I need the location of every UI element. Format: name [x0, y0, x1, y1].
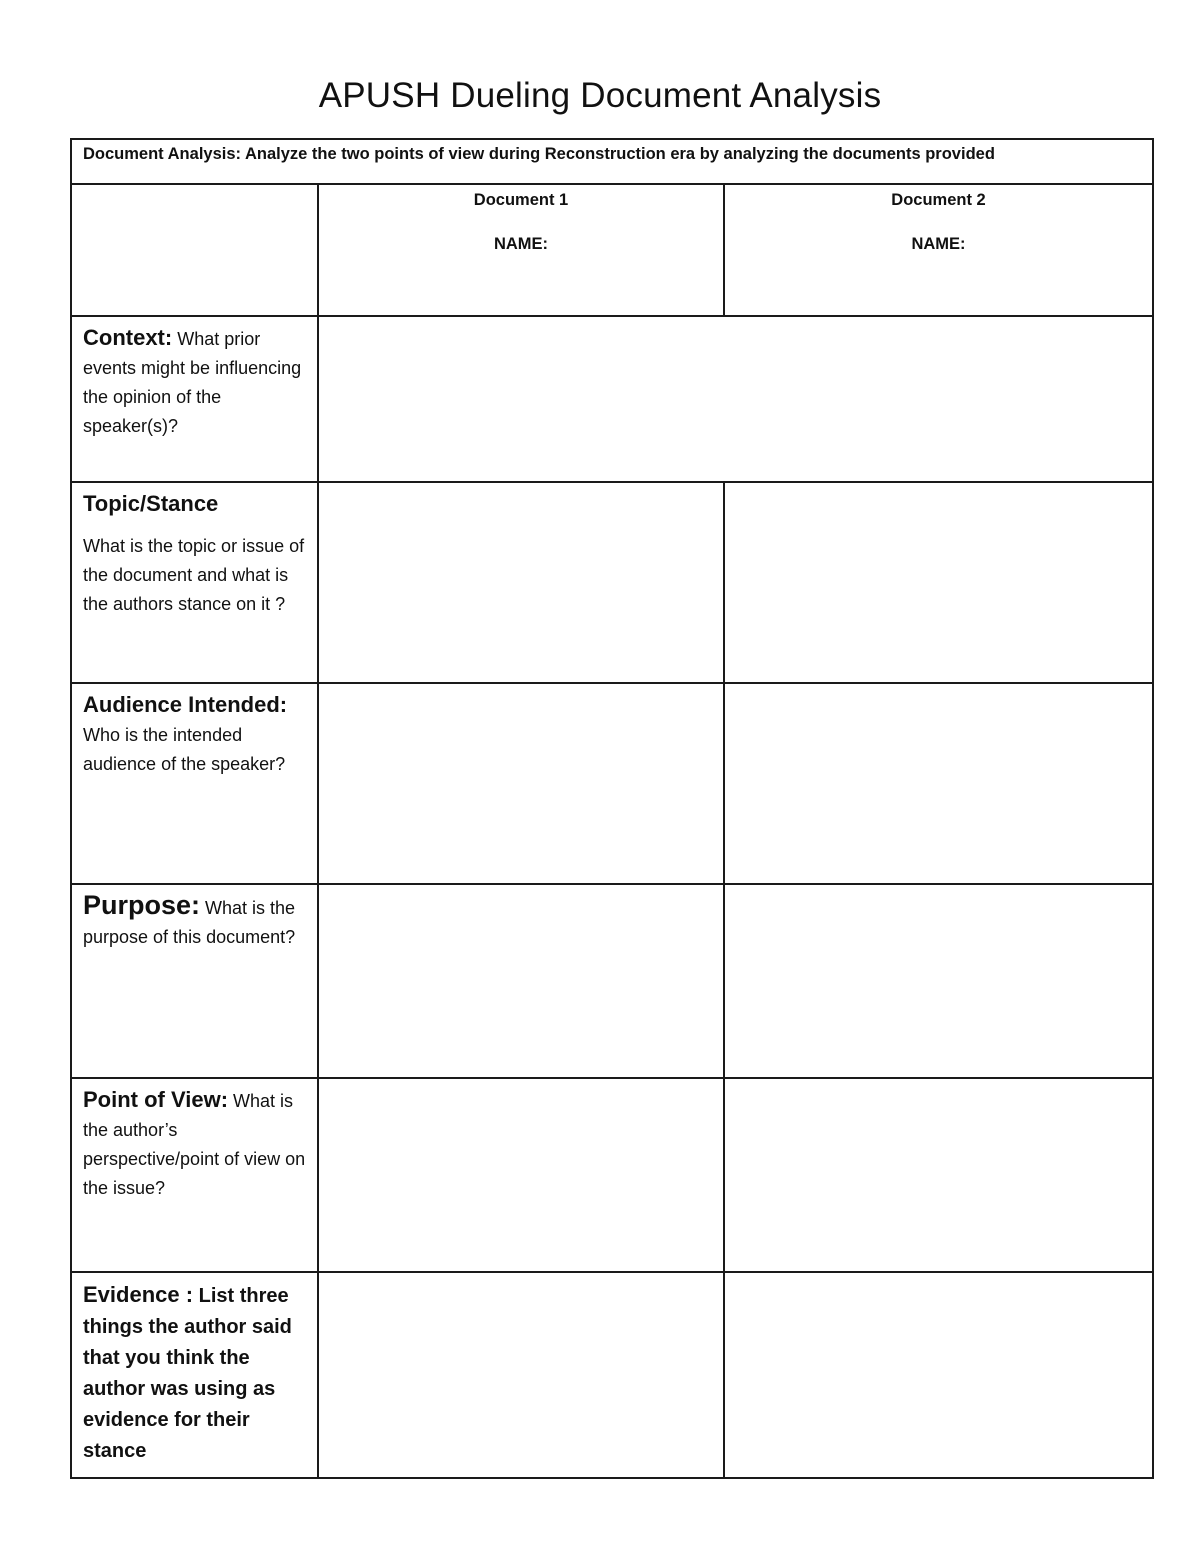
document-1-header[interactable]	[318, 184, 724, 316]
evidence-prompt: List three things the author said that you think the author was using as evidence for their stance	[83, 1285, 292, 1462]
pov-answer-doc2[interactable]	[724, 1078, 1153, 1272]
audience-prompt: Who is the intended audience of the speaker?	[83, 725, 286, 774]
audience-answer-doc1[interactable]	[318, 683, 724, 884]
evidence-label-cell	[71, 1272, 318, 1478]
analysis-table	[70, 138, 1154, 1479]
page-title: APUSH Dueling Document Analysis	[318, 76, 882, 115]
pov-answer-doc1[interactable]	[318, 1078, 724, 1272]
purpose-label-cell	[71, 884, 318, 1078]
context-row	[71, 316, 1153, 482]
topic-row	[71, 482, 1153, 683]
evidence-heading: Evidence :	[83, 1282, 194, 1307]
purpose-row	[71, 884, 1153, 1078]
document-1-name-label: NAME:	[493, 235, 549, 253]
topic-answer-doc1[interactable]	[318, 482, 724, 683]
pov-prompt: What is the author’s perspective/point of view on the issue?	[83, 1091, 306, 1198]
document-header-row	[71, 184, 1153, 316]
context-answer-cell[interactable]	[318, 316, 1153, 482]
document-2-header[interactable]	[724, 184, 1153, 316]
evidence-answer-doc1[interactable]	[318, 1272, 724, 1478]
purpose-answer-doc2[interactable]	[724, 884, 1153, 1078]
document-2-name-label: NAME:	[911, 235, 966, 253]
purpose-heading: Purpose:	[83, 890, 201, 920]
audience-row	[71, 683, 1153, 884]
topic-answer-doc2[interactable]	[724, 482, 1153, 683]
evidence-row	[71, 1272, 1153, 1478]
context-heading: Context:	[83, 325, 173, 350]
pov-heading: Point of View:	[83, 1087, 229, 1112]
context-prompt: What prior events might be influencing the opinion of the speaker(s)?	[83, 329, 302, 436]
audience-answer-doc2[interactable]	[724, 683, 1153, 884]
document-2-title: Document 2	[891, 191, 986, 209]
pov-row	[71, 1078, 1153, 1272]
audience-heading: Audience Intended:	[83, 692, 288, 717]
pov-label-cell	[71, 1078, 318, 1272]
evidence-answer-doc2[interactable]	[724, 1272, 1153, 1478]
document-1-title: Document 1	[473, 191, 569, 209]
topic-label-cell	[71, 482, 318, 683]
audience-label-cell	[71, 683, 318, 884]
purpose-answer-doc1[interactable]	[318, 884, 724, 1078]
topic-heading: Topic/Stance	[83, 491, 219, 516]
purpose-prompt: What is the purpose of this document?	[83, 898, 296, 947]
instructions-row	[71, 139, 1153, 184]
context-label-cell	[71, 316, 318, 482]
blank-corner-cell	[71, 184, 318, 316]
instructions-text: Document Analysis: Analyze the two points of view during Reconstruction era by analyzing the documents provided	[71, 139, 1153, 184]
topic-prompt: What is the topic or issue of the document and what is the authors stance on it ?	[83, 536, 305, 614]
